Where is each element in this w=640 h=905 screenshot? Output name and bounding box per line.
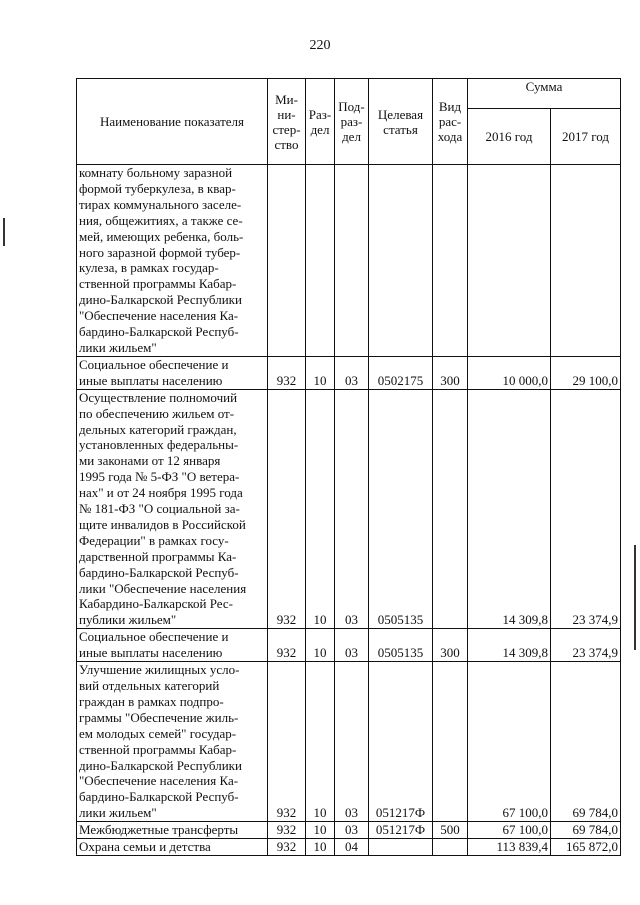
row-ministry: 932 — [268, 356, 306, 389]
row-sum-2017 — [551, 165, 621, 357]
header-sum: Сумма — [468, 79, 621, 109]
row-description — [77, 662, 268, 822]
description-line: Осуществление полномочий — [79, 389, 238, 405]
header-ministry — [268, 79, 306, 165]
description-line: ми законами от 12 января — [79, 453, 221, 469]
header-expense-line: рас- — [438, 114, 462, 129]
description-line: ственной программы Кабар- — [79, 276, 237, 292]
row-target: 051217Ф — [369, 822, 433, 839]
description-line: дино-Балкарской Республики — [79, 292, 242, 308]
row-sum-2016: 14 309,8 — [468, 389, 551, 629]
description-line: дельных категорий граждан, — [79, 421, 237, 437]
row-ministry: 932 — [268, 662, 306, 822]
row-sum-2017: 23 374,9 — [551, 389, 621, 629]
description-line: комнату больному заразной — [79, 165, 233, 180]
header-expense — [433, 79, 468, 165]
description-line: Межбюджетные трансферты — [79, 822, 239, 838]
row-ministry: 932 — [268, 839, 306, 856]
row-sum-2017: 29 100,0 — [551, 356, 621, 389]
description-line: лики жильем" — [79, 805, 157, 821]
page-number: 220 — [309, 38, 331, 53]
description-line: лики жильем" — [79, 339, 157, 355]
row-expense: 500 — [433, 822, 468, 839]
row-ministry: 932 — [268, 629, 306, 662]
row-section: 10 — [306, 389, 335, 629]
description-line: бардино-Балкарской Респуб- — [79, 324, 239, 340]
header-name: Наименование показателя — [77, 79, 268, 165]
header-ministry-line: стер- — [272, 121, 301, 137]
row-subsection: 03 — [335, 662, 369, 822]
right-margin-mark — [634, 545, 636, 650]
description-line: Кабардино-Балкарской Рес- — [79, 596, 233, 612]
description-line: установленных федеральны- — [79, 437, 239, 453]
row-sum-2017: 69 784,0 — [551, 822, 621, 839]
row-target: 0505135 — [369, 629, 433, 662]
description-line: Социальное обеспечение и — [79, 356, 229, 372]
row-target — [369, 165, 433, 357]
row-target: 0505135 — [369, 389, 433, 629]
header-section-line: дел — [310, 121, 330, 137]
row-ministry: 932 — [268, 389, 306, 629]
description-line: по обеспечению жильем от- — [79, 405, 235, 421]
description-line: вий отдельных категорий — [79, 678, 220, 693]
description-line: публики жильем" — [79, 612, 177, 628]
budget-table — [76, 78, 621, 856]
header-expense-line: Вид — [438, 99, 462, 114]
description-line: № 181-ФЗ "О социальной за- — [79, 501, 240, 517]
description-line: иные выплаты населению — [79, 372, 223, 388]
description-line: дарственной программы Ка- — [79, 548, 237, 564]
header-subsection-line: Под- — [338, 99, 365, 114]
description-line: Улучшение жилищных усло- — [79, 662, 240, 678]
row-description — [77, 165, 268, 357]
header-subsection-line: раз- — [340, 114, 363, 129]
row-subsection: 03 — [335, 389, 369, 629]
description-line: бардино-Балкарской Респуб- — [79, 564, 239, 580]
header-section-line: Раз- — [308, 106, 332, 122]
row-sum-2016: 113 839,4 — [468, 839, 551, 856]
row-subsection: 03 — [335, 629, 369, 662]
header-ministry-line: ни- — [277, 106, 296, 122]
budget-table-wrapper — [76, 78, 621, 856]
description-line: ственной программы Кабар- — [79, 741, 237, 757]
row-expense — [433, 839, 468, 856]
row-expense: 300 — [433, 356, 468, 389]
row-target: 051217Ф — [369, 662, 433, 822]
header-subsection — [335, 79, 369, 165]
left-margin-mark — [3, 218, 5, 246]
description-line: "Обеспечение населения Ка- — [79, 773, 239, 789]
description-line: нах" и от 24 ноября 1995 года — [79, 485, 243, 501]
row-section: 10 — [306, 822, 335, 839]
description-line: Охрана семьи и детства — [79, 839, 211, 855]
table-row — [77, 356, 621, 389]
row-subsection: 04 — [335, 839, 369, 856]
row-section — [306, 165, 335, 357]
description-line: иные выплаты населению — [79, 645, 223, 661]
table-body — [77, 165, 621, 856]
table-row — [77, 662, 621, 822]
header-year-2016: 2016 год — [468, 109, 551, 165]
row-target: 0502175 — [369, 356, 433, 389]
header-year-2017: 2017 год — [551, 109, 621, 165]
row-description — [77, 839, 268, 856]
description-line: лики "Обеспечение населения — [79, 580, 247, 596]
row-ministry — [268, 165, 306, 357]
row-sum-2017: 165 872,0 — [551, 839, 621, 856]
row-expense — [433, 662, 468, 822]
description-line: "Обеспечение населения Ка- — [79, 308, 239, 324]
description-line: Социальное обеспечение и — [79, 629, 229, 645]
row-sum-2016: 14 309,8 — [468, 629, 551, 662]
description-line: граммы "Обеспечение жиль- — [79, 709, 239, 725]
description-line: мей, имеющих ребенка, боль- — [79, 228, 244, 244]
header-ministry-line: Ми- — [275, 91, 298, 107]
row-ministry: 932 — [268, 822, 306, 839]
description-line: тирах коммунального заселе- — [79, 196, 242, 212]
description-line: ем молодых семей" государ- — [79, 725, 237, 741]
row-subsection: 03 — [335, 356, 369, 389]
row-description — [77, 389, 268, 629]
row-target — [369, 839, 433, 856]
row-description — [77, 822, 268, 839]
row-section: 10 — [306, 629, 335, 662]
description-line: щите инвалидов в Российской — [79, 516, 246, 532]
row-subsection — [335, 165, 369, 357]
row-section: 10 — [306, 662, 335, 822]
row-sum-2016: 10 000,0 — [468, 356, 551, 389]
table-row — [77, 165, 621, 357]
row-sum-2017: 23 374,9 — [551, 629, 621, 662]
description-line: бардино-Балкарской Респуб- — [79, 789, 239, 805]
header-target-line: статья — [383, 121, 418, 137]
table-row — [77, 822, 621, 839]
header-ministry-line: ство — [274, 136, 299, 152]
table-row — [77, 839, 621, 856]
row-description — [77, 629, 268, 662]
header-target-line: Целевая — [377, 106, 424, 122]
row-sum-2016: 67 100,0 — [468, 822, 551, 839]
description-line: 1995 года № 5-ФЗ "О ветера- — [79, 469, 240, 485]
row-sum-2016 — [468, 165, 551, 357]
description-line: формой туберкулеза, в квар- — [79, 180, 236, 196]
description-line: ного заразной формой тубер- — [79, 244, 241, 260]
description-line: кулеза, в рамках государ- — [79, 260, 219, 276]
row-sum-2017: 69 784,0 — [551, 662, 621, 822]
header-target — [369, 79, 433, 165]
description-line: ния, общежитиях, а также се- — [79, 212, 243, 228]
table-row — [77, 389, 621, 629]
header-expense-line: хода — [437, 129, 463, 144]
description-line: граждан в рамках подпро- — [79, 693, 224, 709]
row-expense — [433, 389, 468, 629]
row-expense — [433, 165, 468, 357]
row-description — [77, 356, 268, 389]
header-subsection-line: дел — [342, 129, 361, 144]
table-row — [77, 629, 621, 662]
row-section: 10 — [306, 839, 335, 856]
description-line: Федерации" в рамках госу- — [79, 532, 229, 548]
row-expense: 300 — [433, 629, 468, 662]
row-section: 10 — [306, 356, 335, 389]
row-subsection: 03 — [335, 822, 369, 839]
row-sum-2016: 67 100,0 — [468, 662, 551, 822]
description-line: дино-Балкарской Республики — [79, 757, 242, 773]
header-section — [306, 79, 335, 165]
